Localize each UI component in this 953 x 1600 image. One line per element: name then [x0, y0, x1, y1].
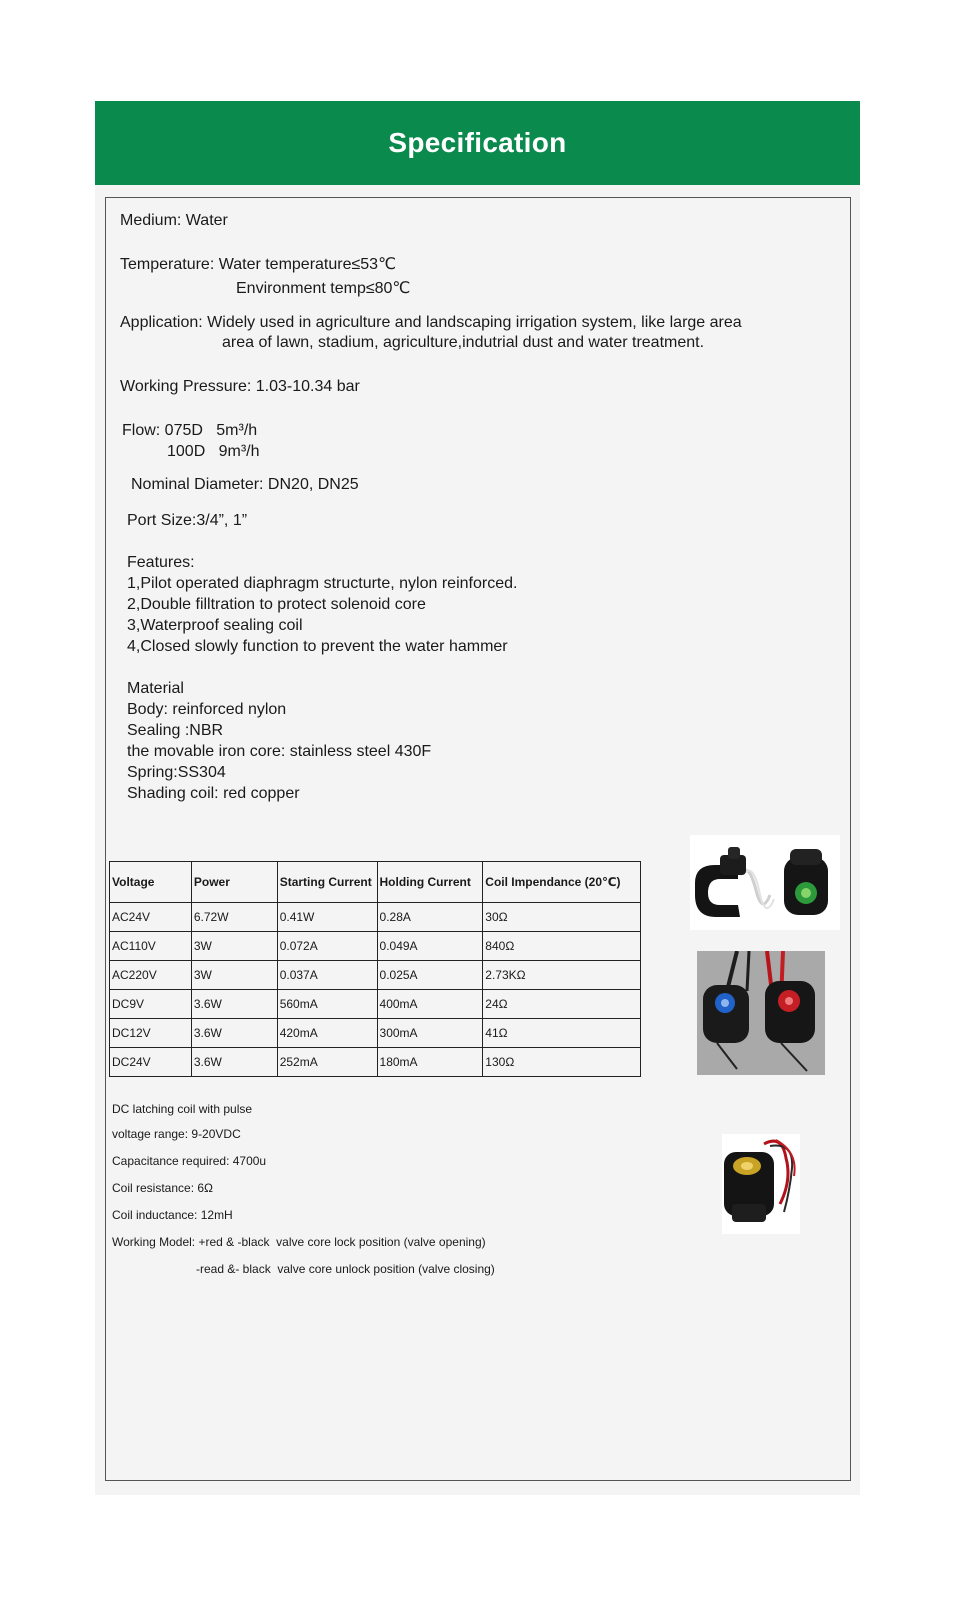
- table-row: [110, 903, 641, 932]
- table-cell: 30Ω: [483, 903, 641, 932]
- feature-item: 1,Pilot operated diaphragm structurte, nylon reinforced.: [127, 575, 518, 592]
- feature-item: 2,Double filltration to protect solenoid core: [127, 596, 426, 613]
- table-cell: AC110V: [110, 932, 192, 961]
- table-cell: 400mA: [377, 990, 483, 1019]
- latching-note: Coil inductance: 12mH: [112, 1208, 233, 1222]
- temperature-env-text: Environment temp≤80℃: [236, 280, 411, 297]
- table-cell: 300mA: [377, 1019, 483, 1048]
- table-cell: 0.037A: [277, 961, 377, 990]
- table-header-row: [110, 862, 641, 903]
- table-cell: 252mA: [277, 1048, 377, 1077]
- solenoid-coils-blue-red-photo: [697, 951, 825, 1075]
- table-header-cell: Power: [191, 862, 277, 903]
- latching-note: Coil resistance: 6Ω: [112, 1181, 214, 1195]
- table-cell: 420mA: [277, 1019, 377, 1048]
- material-item: Body: reinforced nylon: [127, 701, 287, 718]
- latching-note: -read &- black valve core unlock position (valve closing): [196, 1262, 495, 1276]
- latching-note: Working Model: +red & -black valve core lock position (valve opening): [112, 1235, 486, 1249]
- table-cell: 3W: [191, 961, 277, 990]
- table-cell: 24Ω: [483, 990, 641, 1019]
- material-heading: Material: [127, 680, 184, 697]
- table-cell: 0.049A: [377, 932, 483, 961]
- pressure-text: Working Pressure: 1.03-10.34 bar: [120, 378, 360, 395]
- feature-item: 3,Waterproof sealing coil: [127, 617, 303, 634]
- table-cell: DC12V: [110, 1019, 192, 1048]
- feature-item: 4,Closed slowly function to prevent the water hammer: [127, 638, 508, 655]
- table-cell: 3.6W: [191, 1048, 277, 1077]
- table-cell: AC24V: [110, 903, 192, 932]
- table-cell: 3W: [191, 932, 277, 961]
- application-text-cont: area of lawn, stadium, agriculture,indutrial dust and water treatment.: [222, 334, 705, 351]
- table-cell: 0.28A: [377, 903, 483, 932]
- table-cell: DC9V: [110, 990, 192, 1019]
- table-cell: 41Ω: [483, 1019, 641, 1048]
- port-size-text: Port Size:3/4”, 1”: [127, 512, 248, 529]
- table-header-cell: Voltage: [110, 862, 192, 903]
- flow-text-cont: 100D 9m³/h: [167, 443, 260, 460]
- material-item: Shading coil: red copper: [127, 785, 300, 802]
- table-cell: 130Ω: [483, 1048, 641, 1077]
- table-cell: 6.72W: [191, 903, 277, 932]
- table-cell: DC24V: [110, 1048, 192, 1077]
- table-cell: 3.6W: [191, 1019, 277, 1048]
- features-heading: Features:: [127, 554, 195, 571]
- table-cell: AC220V: [110, 961, 192, 990]
- material-item: Spring:SS304: [127, 764, 226, 781]
- temperature-text: Temperature: Water temperature≤53℃: [120, 256, 397, 273]
- table-cell: 840Ω: [483, 932, 641, 961]
- page-title: Specification: [388, 127, 567, 158]
- table-row: [110, 990, 641, 1019]
- latching-note: Capacitance required: 4700u: [112, 1154, 267, 1168]
- table-cell: 2.73KΩ: [483, 961, 641, 990]
- table-cell: 3.6W: [191, 990, 277, 1019]
- diameter-text: Nominal Diameter: DN20, DN25: [131, 476, 359, 493]
- latching-note: DC latching coil with pulse: [112, 1102, 253, 1116]
- table-cell: 560mA: [277, 990, 377, 1019]
- table-cell: 180mA: [377, 1048, 483, 1077]
- solenoid-coil-yellow-photo: [722, 1134, 800, 1234]
- table-cell: 0.072A: [277, 932, 377, 961]
- table-cell: 0.41W: [277, 903, 377, 932]
- header-banner: [95, 101, 860, 185]
- coil-spec-table: [109, 861, 641, 1077]
- flow-text: Flow: 075D 5m³/h: [122, 422, 258, 439]
- table-cell: 0.025A: [377, 961, 483, 990]
- table-header-cell: Starting Current: [277, 862, 377, 903]
- solenoid-coil-green-photo: [690, 835, 840, 930]
- table-header-cell: Holding Current: [377, 862, 483, 903]
- table-row: [110, 1048, 641, 1077]
- table-header-cell: Coil Impendance (20℃): [483, 862, 641, 903]
- table-row: [110, 1019, 641, 1048]
- material-item: the movable iron core: stainless steel 430F: [127, 743, 432, 760]
- medium-text: Medium: Water: [120, 212, 228, 229]
- latching-note: voltage range: 9-20VDC: [112, 1127, 241, 1141]
- table-row: [110, 961, 641, 990]
- table-row: [110, 932, 641, 961]
- application-text: Application: Widely used in agriculture and landscaping irrigation system, like large area: [120, 314, 742, 331]
- material-item: Sealing :NBR: [127, 722, 224, 739]
